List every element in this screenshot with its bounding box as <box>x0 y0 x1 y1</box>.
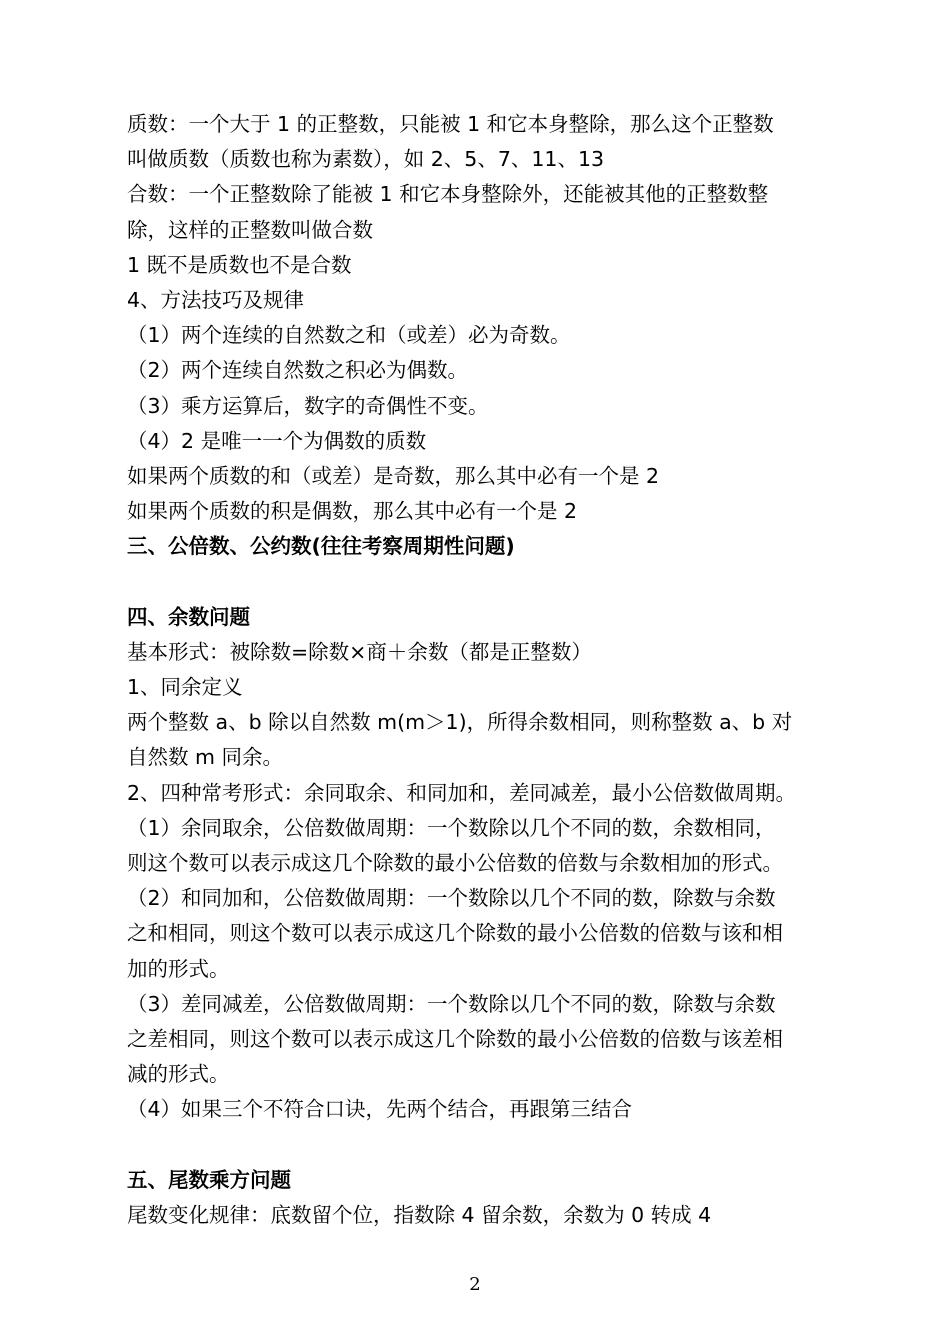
subheading-line: 4、方法技巧及规律 <box>127 287 305 312</box>
section-heading-4: 四、余数问题 <box>127 604 250 629</box>
section-heading-3: 三、公倍数、公约数(往往考察周期性问题) <box>127 534 515 559</box>
blank-line <box>127 1127 839 1162</box>
text-line: 两个整数 a、b 除以自然数 m(m＞1)，所得余数相同，则称整数 a、b 对 <box>127 710 793 735</box>
text-line: 基本形式：被除数=除数×商＋余数（都是正整数） <box>127 639 592 664</box>
text-line: 自然数 m 同余。 <box>127 745 284 770</box>
text-line: （1）两个连续的自然数之和（或差）必为奇数。 <box>127 323 571 348</box>
text-line: （4）2 是唯一一个为偶数的质数 <box>127 428 427 453</box>
text-line: 之和相同，则这个数可以表示成这几个除数的最小公倍数的倍数与该和相 <box>127 921 783 946</box>
text-line: 1 既不是质数也不是合数 <box>127 252 352 277</box>
page-number: 2 <box>469 1274 481 1295</box>
text-line: 除，这样的正整数叫做合数 <box>127 217 373 242</box>
text-line: 减的形式。 <box>127 1062 230 1087</box>
text-line: 质数：一个大于 1 的正整数，只能被 1 和它本身整除，那么这个正整数 <box>127 112 774 136</box>
blank-line <box>127 564 839 599</box>
document-body <box>127 107 839 1233</box>
text-line: 加的形式。 <box>127 956 230 981</box>
text-line: 则这个数可以表示成这几个除数的最小公倍数的倍数与余数相加的形式。 <box>127 850 783 875</box>
subheading-line: 1、同余定义 <box>127 675 243 699</box>
text-line: 合数：一个正整数除了能被 1 和它本身整除外，还能被其他的正整数整 <box>127 182 769 207</box>
text-line: 叫做质数（质数也称为素数），如 2、5、7、11、13 <box>127 147 605 172</box>
text-line: 之差相同，则这个数可以表示成这几个除数的最小公倍数的倍数与该差相 <box>127 1026 783 1051</box>
text-line: 尾数变化规律：底数留个位，指数除 4 留余数，余数为 0 转成 4 <box>127 1202 712 1227</box>
text-line: （3）差同减差，公倍数做周期：一个数除以几个不同的数，除数与余数 <box>127 991 776 1016</box>
text-line: （2）两个连续自然数之积必为偶数。 <box>127 358 469 383</box>
text-line: 如果两个质数的积是偶数，那么其中必有一个是 2 <box>127 499 578 524</box>
text-line: 2、四种常考形式：余同取余、和同加和，差同减差，最小公倍数做周期。 <box>127 780 797 805</box>
text-line: （2）和同加和，公倍数做周期：一个数除以几个不同的数，除数与余数 <box>127 886 776 911</box>
text-line: 如果两个质数的和（或差）是奇数，那么其中必有一个是 2 <box>127 463 660 488</box>
text-line: （1）余同取余，公倍数做周期：一个数除以几个不同的数，余数相同， <box>127 815 776 840</box>
section-heading-5: 五、尾数乘方问题 <box>127 1167 291 1192</box>
text-line: （4）如果三个不符合口诀，先两个结合，再跟第三结合 <box>127 1097 633 1122</box>
text-line: （3）乘方运算后，数字的奇偶性不变。 <box>127 393 489 418</box>
